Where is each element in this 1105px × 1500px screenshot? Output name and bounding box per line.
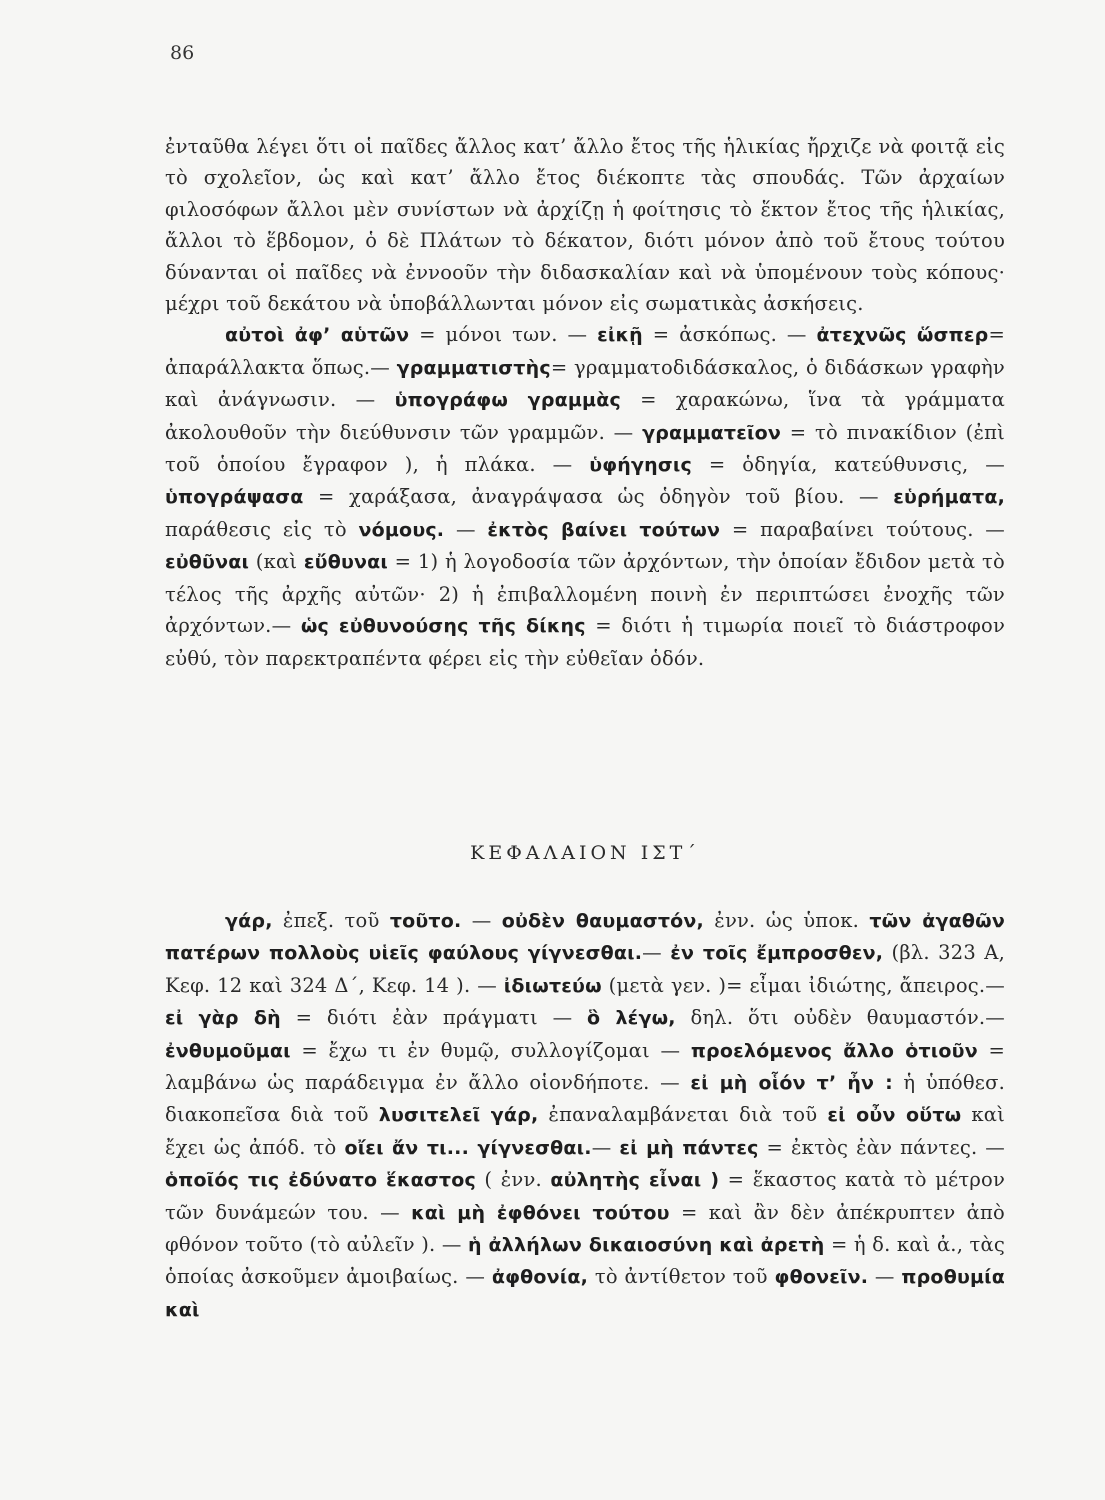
- lemma: προελόμενος ἄλλο ὁτιοῦν: [690, 1039, 978, 1062]
- lemma: εἰ οὖν οὕτω: [827, 1104, 962, 1127]
- lemma: αὐτοὶ ἀφ’ αὑτῶν: [225, 324, 410, 347]
- lemma: εἰ γὰρ δὴ: [165, 1007, 281, 1030]
- lemma: αὐλητὴς εἶναι ): [550, 1169, 720, 1192]
- lemma: νόμους.: [358, 518, 445, 541]
- lemma: προθυμία καὶ: [165, 1266, 1006, 1321]
- lemma: καὶ μὴ ἐφθόνει τούτου: [411, 1201, 670, 1224]
- lemma: ἐκτὸς βαίνει τούτων: [487, 518, 721, 541]
- gloss-text: —: [461, 909, 502, 932]
- lemma: εὐθῦναι: [165, 551, 250, 574]
- gloss-text: (μετὰ γεν. )= εἶμαι ἰδιώτης, ἄπειρος.—: [601, 973, 1005, 997]
- paragraph-glosses: [165, 319, 1005, 673]
- lemma: ὑπογράφω γραμμὰς: [394, 389, 621, 412]
- lemma: φθονεῖν.: [774, 1266, 869, 1289]
- gloss-text: τὸ ἀντίθετον τοῦ: [588, 1265, 775, 1289]
- lemma: ἀφθονία,: [491, 1266, 589, 1289]
- gloss-text: = ὁδηγία, κατεύθυνσις, —: [691, 453, 1005, 477]
- lemma: ἰδιωτεύω: [503, 974, 602, 997]
- gloss-text: ( ἐνν.: [475, 1168, 551, 1192]
- gloss-text: = ἐκτὸς ἐὰν πάντες. —: [758, 1135, 1005, 1159]
- gloss-text: = παραβαίνει τούτους. —: [720, 517, 1006, 541]
- lemma: εἰ μὴ οἷόν τ’ ἦν :: [690, 1072, 893, 1095]
- lemma: οὐδὲν θαυμαστόν,: [501, 910, 704, 932]
- gloss-text: = ἡ δ. καὶ ἀ., τὰς ὁποίας ἀσκοῦμεν ἀμοιβαίως. —: [165, 1233, 1005, 1289]
- lemma: ὡς εὐθυνούσης τῆς δίκης: [300, 615, 586, 638]
- gloss-text: = χαράξασα, ἀναγράψασα ὡς ὁδηγὸν τοῦ βίου. —: [303, 485, 894, 509]
- gloss-text: = χαρακώνω, ἵνα τὰ γράμματα ἀκολουθοῦν τὴν διεύθυνσιν τῶν γραμμῶν. —: [165, 388, 1005, 444]
- lemma: ἐν τοῖς ἔμπροσθεν,: [670, 942, 884, 965]
- paragraph-intro: [165, 131, 1005, 319]
- lemma: ὃ λέγω,: [587, 1007, 676, 1030]
- lemma: ὁποῖός τις ἐδύνατο ἕκαστος: [165, 1169, 476, 1192]
- lemma: γραμματεῖον: [642, 421, 782, 444]
- commentary-text-lower: [165, 905, 1005, 1326]
- gloss-text: = γραμματοδιδάσκαλος, ὁ διδάσκων γραφὴν καὶ ἀνάγνωσιν. —: [165, 355, 1005, 412]
- gloss-text: = 1) ἡ λογοδοσία τῶν ἀρχόντων, τὴν ὁποίαν ἔδιδον μετὰ τὸ τέλος τῆς ἀρχῆς αὐτῶν· 2) ἡ ἐπιβαλλομένη ποινὴ ἐν περιπτώσει ἐνοχῆς τῶν ἀρχόντων.—: [165, 550, 1005, 638]
- lemma: γάρ,: [225, 910, 273, 932]
- gloss-text: (καὶ: [249, 550, 304, 574]
- gloss-text: δηλ. ὅτι οὐδὲν θαυμαστόν.—: [675, 1006, 1006, 1030]
- lemma: εἰ μὴ πάντες: [619, 1136, 759, 1159]
- lemma: εὑρήματα,: [893, 486, 1005, 509]
- commentary-text-upper: [165, 131, 1005, 674]
- gloss-text: ἐπαναλαμβάνεται διὰ τοῦ: [538, 1103, 828, 1127]
- gloss-text: = ἀσκόπως. —: [642, 323, 817, 347]
- lemma: τοῦτο.: [389, 910, 462, 932]
- gloss-text: —: [642, 941, 671, 965]
- gloss-text: = μόνοι των. —: [409, 323, 598, 347]
- lemma: λυσιτελεῖ γάρ,: [378, 1104, 539, 1127]
- lemma: εἰκῇ: [597, 324, 643, 347]
- gloss-text: —: [444, 517, 488, 541]
- chapter-heading: ΚΕΦΑΛΑΙΟΝ ΙΣΤ΄: [470, 842, 700, 864]
- gloss-text: = ἕκαστος κατὰ τὸ μέτρον τῶν δυνάμεών του. —: [165, 1168, 1005, 1224]
- lemma: ὑπογράψασα: [165, 486, 304, 509]
- gloss-text: ἐνν. ὡς ὑποκ.: [703, 909, 870, 932]
- gloss-text: = διότι ἐὰν πράγματι —: [280, 1006, 588, 1030]
- gloss-text: = καὶ ἂν δὲν ἀπέκρυπτεν ἀπὸ φθόνον τοῦτο (τὸ αὐλεῖν ). —: [165, 1200, 1005, 1257]
- lemma: γραμματιστὴς: [396, 356, 551, 379]
- page-number: 86: [170, 42, 195, 64]
- gloss-text: = ἀπαράλλακτα ὅπως.—: [165, 323, 1005, 379]
- gloss-text: —: [591, 1135, 620, 1159]
- gloss-text: = διότι ἡ τιμωρία ποιεῖ τὸ διάστροφον εὐθύ, τὸν παρεκτραπέντα φέρει εἰς τὴν εὐθεῖαν ὁδόν.: [165, 614, 1005, 670]
- paragraph-chapter-glosses: [165, 905, 1005, 1326]
- lemma: οἴει ἄν τι... γίγνεσθαι.: [344, 1136, 592, 1159]
- lemma: ἐνθυμοῦμαι: [165, 1039, 291, 1062]
- lemma: ἡ ἀλλήλων δικαιοσύνη καὶ ἀρετὴ: [467, 1234, 825, 1257]
- gloss-text: ἡ ὑπόθεσ. διακοπεῖσα διὰ τοῦ: [165, 1071, 1005, 1127]
- gloss-text: —: [868, 1265, 902, 1289]
- gloss-text: ἐνταῦθα λέγει ὅτι οἱ παῖδες ἄλλος κατ’ ἄλλο ἔτος τῆς ἡλικίας ἤρχιζε νὰ φοιτᾷ εἰς τὸ σχολεῖον, ὡς καὶ κατ’ ἄλλο ἔτος διέκοπτε τὰς σπουδάς. Τῶν ἀρχαίων φιλοσόφων ἄλλοι μὲν συνίστων νὰ ἀρχίζῃ ἡ φοίτησις τὸ ἕκτον ἔτος τῆς ἡλικίας, ἄλλοι τὸ ἕβδομον, ὁ δὲ Πλάτων τὸ δέκατον, διότι μόνον ἀπὸ τοῦ ἔτους τούτου δύνανται οἱ παῖδες νὰ ἐννοοῦν τὴν διδασκαλίαν καὶ νὰ ὑπομένουν τοὺς κόπους· μέχρι τοῦ δεκάτου νὰ ὑποβάλλωνται μόνον εἰς σωματικὰς ἀσκήσεις.: [165, 135, 1005, 316]
- gloss-text: καὶ ἔχει ὡς ἀπόδ. τὸ: [165, 1103, 1005, 1159]
- gloss-text: = τὸ πινακίδιον (ἐπὶ τοῦ ὁποίου ἔγραφον ), ἡ πλάκα. —: [165, 420, 1005, 477]
- lemma: τῶν ἀγαθῶν πατέρων πολλοὺς υἱεῖς φαύλους γίγνεσθαι.: [165, 910, 1005, 965]
- lemma: εὔθυναι: [303, 551, 388, 574]
- gloss-text: (βλ. 323 Α, Κεφ. 12 καὶ 324 Δ΄, Κεφ. 14 ). —: [165, 941, 1005, 997]
- gloss-text: παράθεσις εἰς τὸ: [165, 517, 359, 541]
- gloss-text: = λαμβάνω ὡς παράδειγμα ἐν ἄλλο οἱονδήποτε. —: [165, 1038, 1006, 1095]
- lemma: ἀτεχνῶς ὥσπερ: [816, 324, 989, 347]
- lemma: ὑφήγησις: [589, 454, 692, 477]
- gloss-text: = ἔχω τι ἐν θυμῷ, συλλογίζομαι —: [290, 1038, 691, 1062]
- gloss-text: ἐπεξ. τοῦ: [272, 909, 390, 932]
